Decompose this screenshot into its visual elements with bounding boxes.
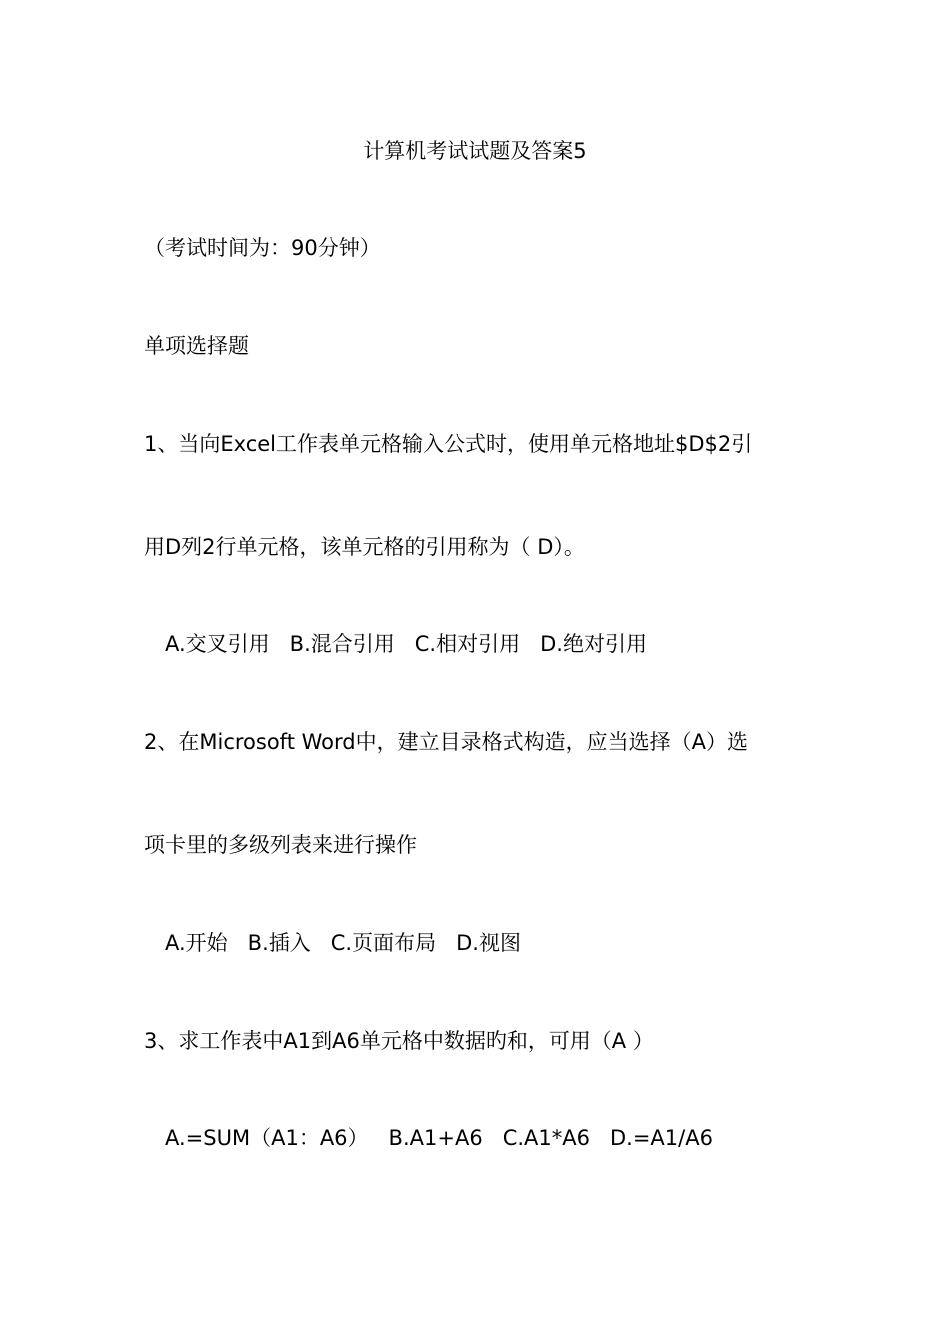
question-1-option-d: D.绝对引用 bbox=[540, 632, 647, 656]
question-1-option-b: B.混合引用 bbox=[289, 632, 395, 656]
question-2-option-c: C.页面布局 bbox=[330, 931, 437, 955]
question-1-option-c: C.相对引用 bbox=[414, 632, 521, 656]
question-2-option-d: D.视图 bbox=[456, 931, 521, 955]
question-3-option-a: A.=SUM（A1：A6） bbox=[165, 1126, 369, 1150]
question-3-option-c: C.A1*A6 bbox=[502, 1126, 590, 1150]
question-3-line-1: 3、求工作表中A1到A6单元格中数据旳和，可用（A ） bbox=[144, 1029, 654, 1053]
section-heading: 单项选择题 bbox=[144, 334, 249, 358]
question-1-options bbox=[165, 631, 647, 657]
question-2-options bbox=[165, 930, 521, 956]
question-2-option-a: A.开始 bbox=[165, 931, 228, 955]
question-1-line-1: 1、当向Excel工作表单元格输入公式时，使用单元格地址$D$2引 bbox=[144, 432, 753, 456]
question-2-option-b: B.插入 bbox=[247, 931, 311, 955]
document-title: 计算机考试试题及答案5 bbox=[363, 139, 587, 163]
question-3-option-b: B.A1+A6 bbox=[388, 1126, 483, 1150]
question-1-option-a: A.交叉引用 bbox=[165, 632, 270, 656]
exam-time-note: （考试时间为：90分钟） bbox=[144, 236, 381, 260]
question-3-options bbox=[165, 1125, 713, 1151]
question-1-line-2: 用D列2行单元格，该单元格的引用称为（ D）。 bbox=[144, 535, 585, 559]
question-2-line-1: 2、在Microsoft Word中，建立目录格式构造，应当选择（A）选 bbox=[144, 730, 748, 754]
question-3-option-d: D.=A1/A6 bbox=[609, 1126, 713, 1150]
question-2-line-2: 项卡里的多级列表来进行操作 bbox=[144, 833, 417, 857]
